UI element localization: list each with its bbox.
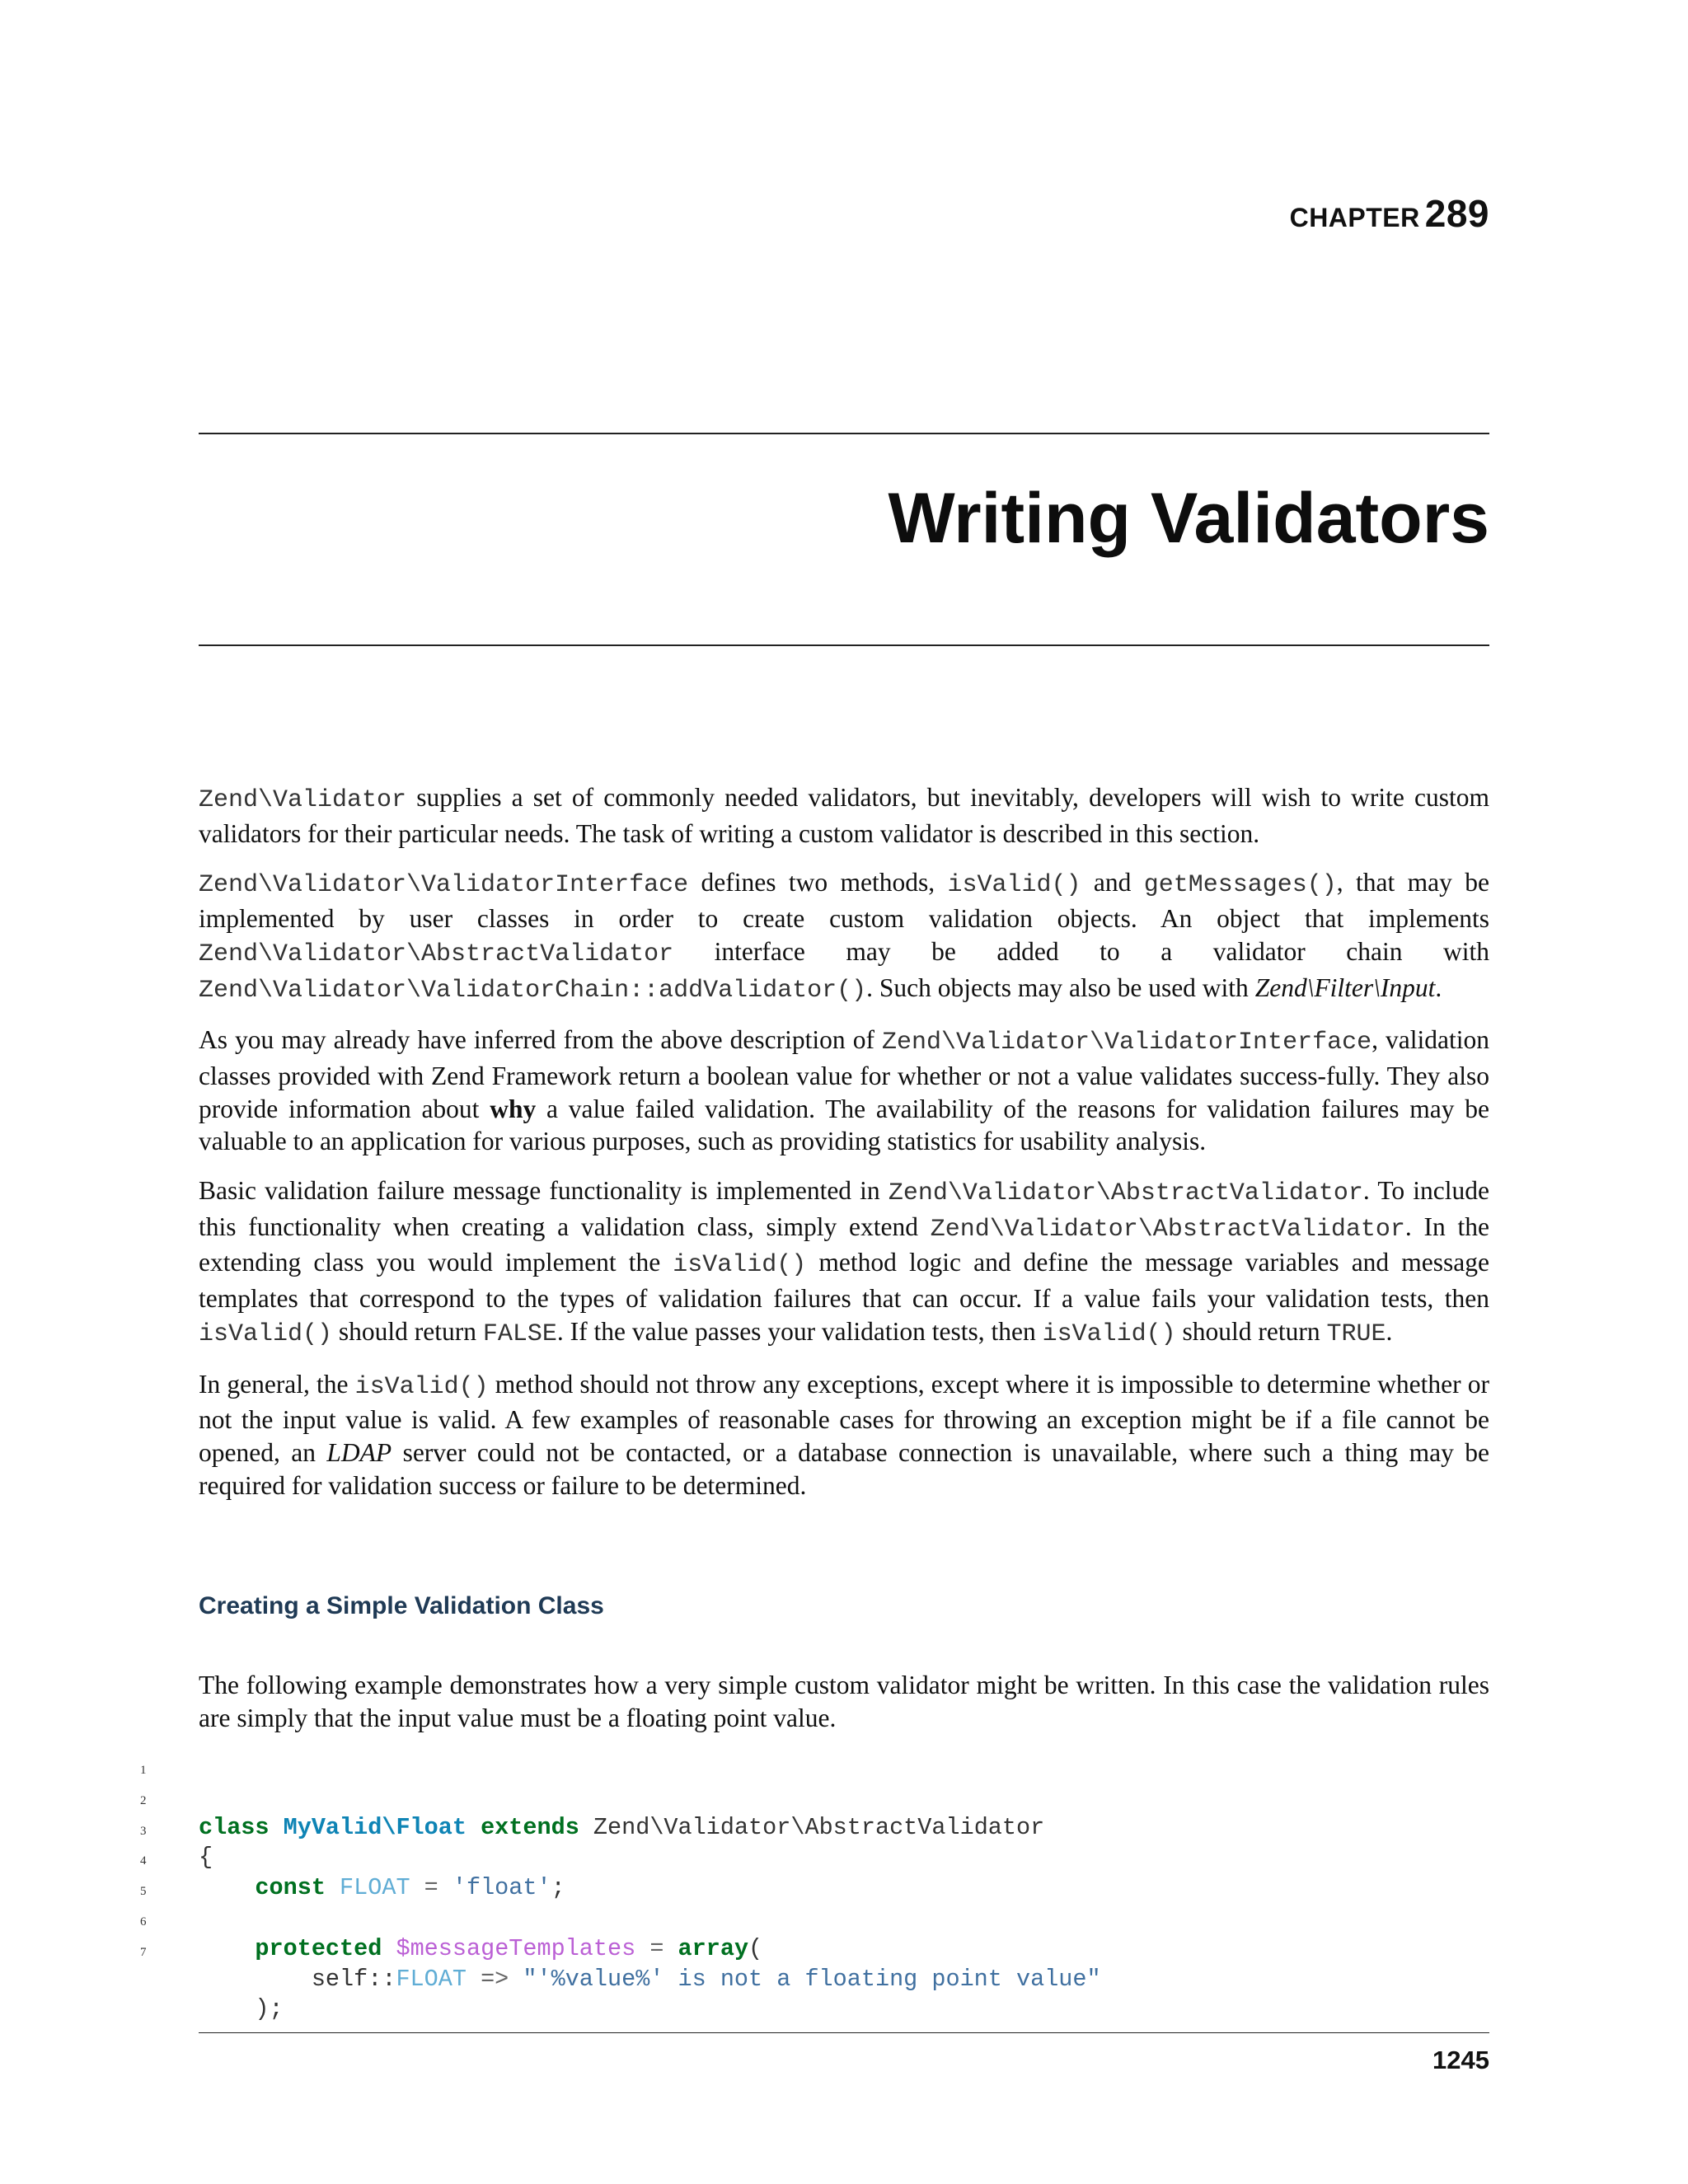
paragraph-text: . To include this functionality when creating a validation class, simply extend: [199, 1176, 1489, 1241]
paragraph-text: In general, the: [199, 1369, 355, 1399]
code-operator: =>: [466, 1965, 523, 1993]
paragraph-text: method logic and define the message variables and message templates that correspond to the types of validation failures that can occur. If a value fails your validation tests, then: [199, 1248, 1489, 1314]
inline-code: Zend\Validator\AbstractValidator: [199, 940, 674, 968]
line-number: 4: [140, 1854, 147, 1868]
inline-code: isValid(): [199, 1319, 333, 1348]
code-keyword: const: [255, 1874, 326, 1902]
code-punctuation: {: [199, 1844, 213, 1872]
code-keyword: protected: [255, 1934, 382, 1962]
paragraph-abstract: [199, 1174, 1489, 1352]
code-punctuation: (: [748, 1934, 763, 1962]
inline-code: isValid(): [947, 871, 1081, 900]
paragraph-text: . In the extending class you would implement the: [199, 1212, 1489, 1277]
code-indent: [199, 1966, 312, 1993]
emphasis-text: LDAP: [326, 1437, 392, 1467]
paragraph-text: defines two methods,: [688, 868, 948, 898]
code-source: [199, 1965, 1101, 1995]
inline-code: FALSE: [482, 1319, 557, 1348]
paragraph-text: a value failed validation. The availability of the reasons for validation failures may be valuable to an application for various purposes, such as providing statistics for usability analysis.: [199, 1094, 1489, 1156]
code-keyword: array: [678, 1934, 749, 1962]
inline-code: Zend\Validator\ValidatorInterface: [199, 871, 689, 900]
inline-code: Zend\Validator\ValidatorChain::addValidator(): [199, 976, 867, 1005]
code-line: [140, 1873, 1489, 1962]
code-keyword: extends: [481, 1813, 579, 1841]
paragraph-text: should return: [1175, 1316, 1327, 1346]
page-title: Writing Validators: [888, 479, 1489, 558]
code-variable: $messageTemplates: [396, 1934, 636, 1962]
code-keyword: class: [199, 1813, 270, 1841]
inline-code: Zend\Validator: [199, 786, 407, 814]
inline-code: Zend\Validator\AbstractValidator: [888, 1179, 1363, 1208]
footer-rule: [199, 2032, 1489, 2033]
code-line: [140, 1813, 1489, 1902]
paragraph-text: , validation classes provided with Zend Framework return a boolean value for whether or not a value validates success-fully. They also provide information about: [199, 1025, 1489, 1123]
paragraph-text: server could not be contacted, or a database connection is unavailable, where such a thing may be required for validation success or failure to be determined.: [199, 1437, 1489, 1500]
inline-code: isValid(): [1042, 1319, 1176, 1348]
chapter-number: 289: [1424, 192, 1489, 235]
paragraph-text: . Such objects may also be used with: [866, 972, 1255, 1002]
code-source: [199, 1994, 284, 2025]
line-number: 2: [140, 1793, 147, 1807]
chapter-label: [1289, 192, 1489, 235]
paragraph-text: , that may be implemented by user classes in order to create custom validation objects. An object that implements: [199, 868, 1490, 934]
paragraph-exceptions: [199, 1368, 1489, 1502]
paragraph-text: .: [1386, 1316, 1393, 1346]
body-content: [199, 781, 1489, 1518]
code-identifier: Zend\Validator\AbstractValidator: [593, 1813, 1045, 1841]
page-number: 1245: [1432, 2046, 1489, 2074]
code-indent: [199, 1995, 255, 2022]
paragraph-messages: [199, 1024, 1489, 1158]
section-heading: Creating a Simple Validation Class: [199, 1592, 604, 1619]
inline-code: Zend\Validator\ValidatorInterface: [881, 1029, 1372, 1057]
paragraph-text: should return: [332, 1316, 483, 1346]
code-constant: FLOAT: [340, 1874, 410, 1902]
paragraph-interface: [199, 866, 1489, 1007]
code-line: [140, 1752, 1489, 1841]
inline-code: Zend\Validator\AbstractValidator: [930, 1215, 1405, 1244]
emphasis-text: Zend\Filter\Input: [1254, 972, 1436, 1002]
line-number: 5: [140, 1885, 147, 1899]
inline-code: getMessages(): [1143, 871, 1337, 900]
paragraph-intro: [199, 781, 1489, 850]
chapter-word: CHAPTER: [1289, 203, 1420, 232]
section-intro: The following example demonstrates how a very simple custom validator might be written. In this case the validation rules are simply that the input value must be a floating point value.: [199, 1671, 1489, 1732]
code-identifier: self::: [311, 1965, 396, 1993]
line-number: 1: [140, 1764, 147, 1777]
paragraph-text: .: [1435, 972, 1442, 1002]
code-operator: =: [410, 1874, 452, 1902]
line-number: 7: [140, 1945, 147, 1959]
inline-code: isValid(): [673, 1251, 807, 1280]
code-block: [140, 1752, 1489, 2023]
inline-code: isValid(): [354, 1372, 489, 1401]
line-number: 6: [140, 1915, 147, 1929]
code-line: [140, 1843, 1489, 1873]
paragraph-text: method should not throw any exceptions, except where it is impossible to determine whether or not the input value is valid. A few examples of reasonable cases for throwing an exception might be if a file cannot be opened, an: [199, 1369, 1489, 1467]
paragraph-text: . If the value passes your validation tests, then: [556, 1316, 1043, 1346]
paragraph-text: As you may already have inferred from the above description of: [199, 1025, 882, 1055]
code-string: "'%value%' is not a floating point value": [523, 1965, 1101, 1993]
code-constant: FLOAT: [396, 1965, 467, 1993]
code-punctuation: );: [255, 1995, 284, 2023]
paragraph-text: supplies a set of commonly needed validators, but inevitably, developers will wish to write custom validators for their particular needs. The task of writing a custom validator is described in this section.: [199, 783, 1489, 848]
paragraph-text: interface may be added to a validator chain with: [673, 936, 1489, 966]
paragraph-text: Basic validation failure message functionality is implemented in: [199, 1176, 889, 1206]
paragraph-text: and: [1081, 868, 1144, 898]
code-string: 'float': [452, 1874, 551, 1902]
line-number: 3: [140, 1824, 147, 1838]
title-bottom-rule: [199, 644, 1489, 646]
code-punctuation: ;: [551, 1874, 565, 1902]
bold-text: why: [490, 1094, 537, 1123]
title-top-rule: [199, 433, 1489, 434]
code-operator: =: [635, 1934, 678, 1962]
code-classname: MyValid\Float: [283, 1813, 467, 1841]
inline-code: TRUE: [1326, 1319, 1386, 1348]
